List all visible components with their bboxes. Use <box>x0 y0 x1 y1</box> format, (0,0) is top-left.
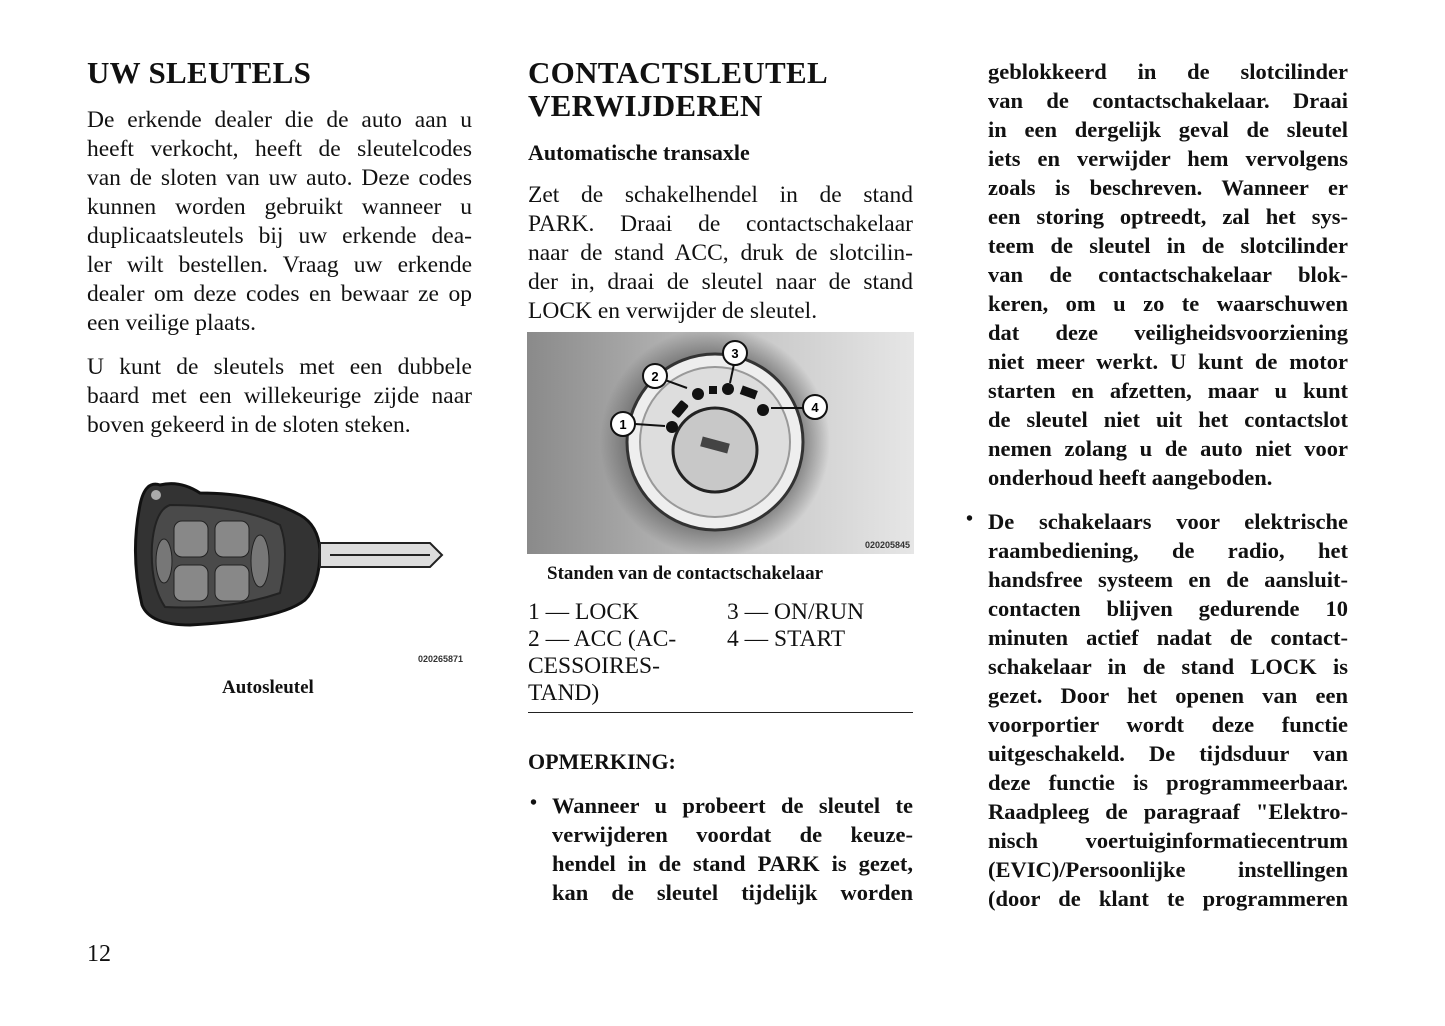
section-heading-line-1: CONTACTSLEUTEL <box>528 55 828 90</box>
text-line: minuten actief nadat de contact- <box>988 625 1348 650</box>
text-line: zoals is beschreven. Wanneer er <box>988 175 1348 200</box>
ignition-figure-code: 020205845 <box>864 540 910 550</box>
text-line: hendel in de stand PARK is gezet, <box>552 851 913 876</box>
bullet-marker: • <box>530 792 538 814</box>
position-item: 1 — LOCK <box>528 599 639 625</box>
key-figure-code: 020265871 <box>418 654 464 664</box>
text-line: kan de sleutel tijdelijk worden <box>552 880 913 905</box>
note-bullet-text <box>552 791 913 907</box>
text-line: voorportier wordt deze functie <box>988 712 1348 737</box>
text-line: dealer om deze codes en bewaar ze op <box>87 281 472 307</box>
text-line: U kunt de sleutels met een dubbele <box>87 354 472 380</box>
ignition-figure-caption: Standen van de contactschakelaar <box>547 563 824 584</box>
section-heading-uw-sleutels: UW SLEUTELS <box>87 55 312 90</box>
text-line: contacten blijven gedurende 10 <box>988 596 1348 621</box>
text-line: duplicaatsleutels bij uw erkende dea- <box>87 223 472 249</box>
note-heading: OPMERKING: <box>528 749 676 774</box>
text-line: LOCK en verwijder de sleutel. <box>528 298 818 324</box>
text-line: gezet. Door het openen van een <box>988 683 1348 708</box>
text-line: iets en verwijder hem vervolgens <box>988 146 1348 171</box>
divider <box>528 712 913 713</box>
left-para-1 <box>87 106 472 338</box>
text-line: De erkende dealer die de auto aan u <box>87 107 472 133</box>
text-line: niet meer werkt. U kunt de motor <box>988 349 1348 374</box>
text-line: boven gekeerd in de sloten steken. <box>87 412 411 438</box>
text-line: heeft verkocht, heeft de sleutelcodes <box>87 136 472 162</box>
car-key-illustration <box>130 475 470 655</box>
text-line: van de sloten van uw auto. Deze codes <box>87 165 472 191</box>
text-line: een veilige plaats. <box>87 310 256 336</box>
position-item: TAND) <box>528 680 600 706</box>
callout-2: 2 <box>651 369 659 384</box>
text-line: verwijderen voordat de keuze- <box>552 822 913 847</box>
text-line: onderhoud heeft aangeboden. <box>988 465 1273 490</box>
positions-list-right <box>727 599 917 653</box>
position-item: 4 — START <box>727 626 846 652</box>
text-line: starten en afzetten, maar u kunt <box>988 378 1348 403</box>
text-line: de sleutel niet uit het contactslot <box>988 407 1348 432</box>
text-line: in een dergelijk geval de sleutel <box>988 117 1348 142</box>
text-line: ler wilt bestellen. Vraag uw erkende <box>87 252 472 278</box>
callout-3: 3 <box>731 346 739 361</box>
text-line: keren, om u zo te waarschuwen <box>988 291 1348 316</box>
text-line: geblokkeerd in de slotcilinder <box>988 59 1348 84</box>
text-line: dat deze veiligheidsvoorziening <box>988 320 1348 345</box>
callout-4: 4 <box>811 400 819 415</box>
middle-para <box>528 181 913 326</box>
text-line: baard met een willekeurige zijde naar <box>87 383 472 409</box>
text-line: Zet de schakelhendel in de stand <box>528 182 913 208</box>
text-line: raambediening, de radio, het <box>988 538 1348 563</box>
right-para <box>988 57 1348 492</box>
callout-1: 1 <box>619 417 627 432</box>
text-line: (door de klant te programmeren <box>988 886 1348 911</box>
text-line: een storing optreedt, zal het sys- <box>988 204 1348 229</box>
text-line: De schakelaars voor elektrische <box>988 509 1348 534</box>
text-line: nemen zolang u de auto niet voor <box>988 436 1348 461</box>
text-line: Raadpleeg de paragraaf "Elektro- <box>988 799 1348 824</box>
text-line: uitgeschakeld. De tijdsduur van <box>988 741 1348 766</box>
text-line: (EVIC)/Persoonlijke instellingen <box>988 857 1348 882</box>
position-item: CESSOIRES- <box>528 653 660 679</box>
subheading: Automatische transaxle <box>528 140 750 165</box>
bullet-marker: • <box>966 508 974 530</box>
text-line: der in, draai de sleutel naar de stand <box>528 269 913 295</box>
text-line: handsfree systeem en de aansluit- <box>988 567 1348 592</box>
left-para-2 <box>87 353 472 440</box>
text-line: van de contactschakelaar. Draai <box>988 88 1348 113</box>
text-line: kunnen worden gebruikt wanneer u <box>87 194 472 220</box>
right-bullet-text <box>988 507 1348 913</box>
text-line: PARK. Draai de contactschakelaar <box>528 211 913 237</box>
section-heading-line-2: VERWIJDEREN <box>528 88 763 123</box>
text-line: Wanneer u probeert de sleutel te <box>552 793 913 818</box>
text-line: van de contactschakelaar blok- <box>988 262 1348 287</box>
text-line: nisch voertuiginformatiecentrum <box>988 828 1348 853</box>
key-figure-caption: Autosleutel <box>222 677 314 698</box>
ignition-switch-illustration <box>527 332 914 554</box>
text-line: naar de stand ACC, druk de slotcilin- <box>528 240 913 266</box>
text-line: teem de sleutel in de slotcilinder <box>988 233 1348 258</box>
position-item: 2 — ACC (AC- <box>528 626 677 652</box>
page-number: 12 <box>87 941 111 967</box>
position-item: 3 — ON/RUN <box>727 599 865 625</box>
text-line: deze functie is programmeerbaar. <box>988 770 1348 795</box>
text-line: schakelaar in de stand LOCK is <box>988 654 1348 679</box>
positions-list-left <box>528 599 723 707</box>
